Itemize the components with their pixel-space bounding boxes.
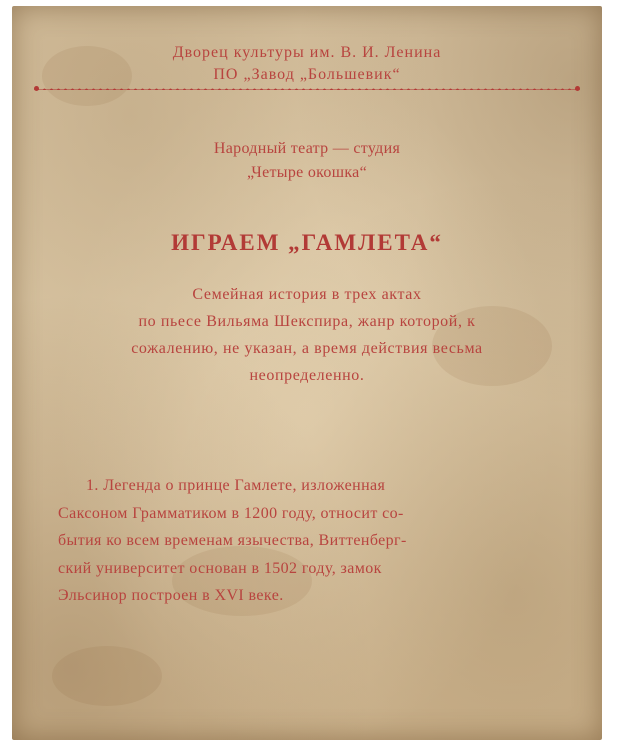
header-line-1: Дворец культуры им. В. И. Ленина xyxy=(172,44,442,61)
note-line-5: Эльсинор построен в XVI веке. xyxy=(58,587,284,604)
subtitle-line-2: по пьесе Вильяма Шекспира, жанр которой, к xyxy=(138,313,476,330)
subtitle-line-4: неопределенно. xyxy=(249,367,365,384)
play-title: ИГРАЕМ „ГАМЛЕТА“ xyxy=(171,230,443,255)
subtitle-line-3: сожалению, не указан, а время действия весьма xyxy=(131,340,483,357)
program-page xyxy=(12,6,602,740)
note-line-4: ский университет основан в 1502 году, замок xyxy=(58,559,382,577)
note-line-1: 1. Легенда о принце Гамлете, изложенная xyxy=(86,477,386,494)
note-line-2: Саксоном Грамматиком в 1200 году, относит со- xyxy=(58,504,404,522)
subtitle-line-1: Семейная история в трех актах xyxy=(192,286,422,303)
studio-line-1: Народный театр — студия xyxy=(213,140,401,157)
ornamental-divider xyxy=(34,88,580,90)
note-line-3: бытия ко всем временам язычества, Виттенберг- xyxy=(58,532,407,549)
note-paragraph xyxy=(58,472,562,610)
studio-line-2: „Четыре окошка“ xyxy=(247,164,367,181)
header-line-2: ПО „Завод „Большевик“ xyxy=(213,66,401,83)
